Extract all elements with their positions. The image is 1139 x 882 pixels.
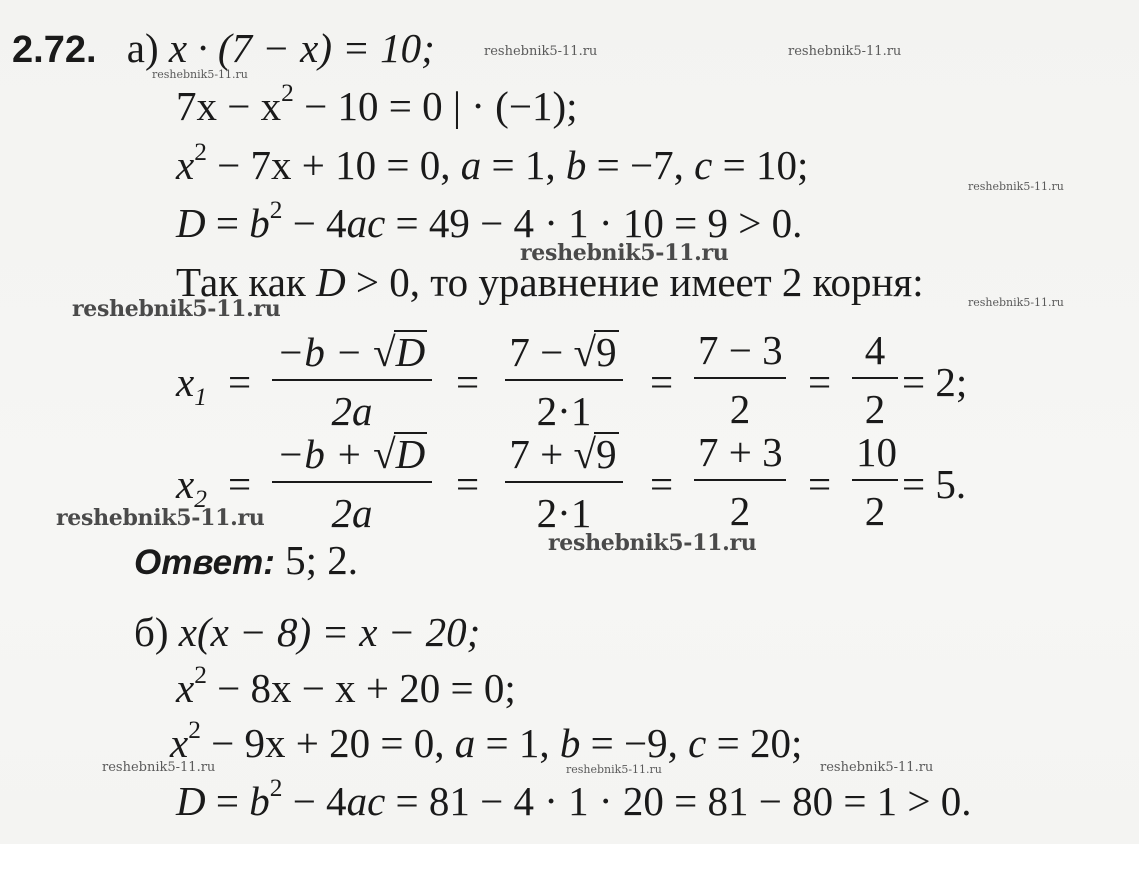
x1-row: $x_1$ = $\frac{-b - √D}{2a}$ = $\frac{7 - √9}{2\cdot 1}$ = $\frac{7 - 3}{2}$ = $\frac{4}{2}$ = 2;	[176, 327, 968, 434]
watermark: reshebnik5-11.ru	[788, 44, 902, 59]
a-line-2: $7x - x^2 - 10 = 0$ | · (−1);	[176, 78, 578, 129]
part-b-line-1: б) x(x − 8) = x − 20;	[134, 609, 481, 655]
x2-fraction-2: $\frac{7 + √9}{2\cdot 1}$	[505, 432, 623, 534]
watermark: reshebnik5-11.ru	[820, 760, 934, 775]
x2-row: $x_2$ = $\frac{-b + √D}{2a}$ = $\frac{7 + √9}{2\cdot 1}$ = $\frac{7 + 3}{2}$ = $\frac{10}{2}$ = 5.	[176, 429, 967, 536]
x2-fraction-4: $\frac{10}{2}$	[852, 432, 898, 532]
answer-value: 5; 2.	[274, 537, 359, 583]
a-line-5: Так как D > 0, то уравнение имеет 2 корня:	[176, 259, 924, 305]
watermark: reshebnik5-11.ru	[968, 296, 1064, 309]
answer-label: Ответ:	[134, 543, 275, 582]
x1-fraction-1: $\frac{-b - √D}{2a}$	[272, 330, 432, 432]
x1-fraction-4: $\frac{4}{2}$	[852, 330, 898, 430]
part-a-equation: x · (7 − x) = 10;	[168, 25, 435, 71]
x1-fraction-2: $\frac{7 - √9}{2\cdot 1}$	[505, 330, 623, 432]
a-line-4: $D = b^2 - 4ac = 49 - 4 \cdot 1 \cdot 10 = 9 > 0$.	[176, 195, 803, 246]
x2-fraction-1: $\frac{-b + √D}{2a}$	[272, 432, 432, 534]
watermark: reshebnik5-11.ru	[152, 68, 248, 81]
watermark: reshebnik5-11.ru	[566, 763, 662, 776]
watermark: reshebnik5-11.ru	[548, 530, 757, 556]
watermark: reshebnik5-11.ru	[72, 296, 281, 322]
watermark: reshebnik5-11.ru	[102, 760, 216, 775]
a-line-3: $x^2 - 7x + 10 = 0$, a = 1, b = −7, c = 10;	[176, 137, 809, 188]
b-line-2: $x^2 - 8x - x + 20 = 0$;	[176, 660, 516, 711]
problem-line-a	[12, 25, 435, 71]
x1-fraction-3: $\frac{7 - 3}{2}$	[694, 330, 786, 430]
problem-number: 2.72.	[12, 29, 97, 71]
watermark: reshebnik5-11.ru	[56, 505, 265, 531]
b-line-3: $x^2 - 9x + 20 = 0$, a = 1, b = −9, c = 20;	[170, 715, 803, 766]
b-line-4: $D = b^2 - 4ac = 81 - 4 \cdot 1 \cdot 20 = 81 - 80 = 1 > 0$.	[176, 773, 972, 824]
part-b-label: б)	[134, 609, 169, 655]
watermark: reshebnik5-11.ru	[968, 180, 1064, 193]
part-a-label: а)	[126, 25, 159, 71]
answer-line	[134, 537, 359, 583]
watermark: reshebnik5-11.ru	[520, 240, 729, 266]
watermark: reshebnik5-11.ru	[484, 44, 598, 59]
x2-fraction-3: $\frac{7 + 3}{2}$	[694, 432, 786, 532]
